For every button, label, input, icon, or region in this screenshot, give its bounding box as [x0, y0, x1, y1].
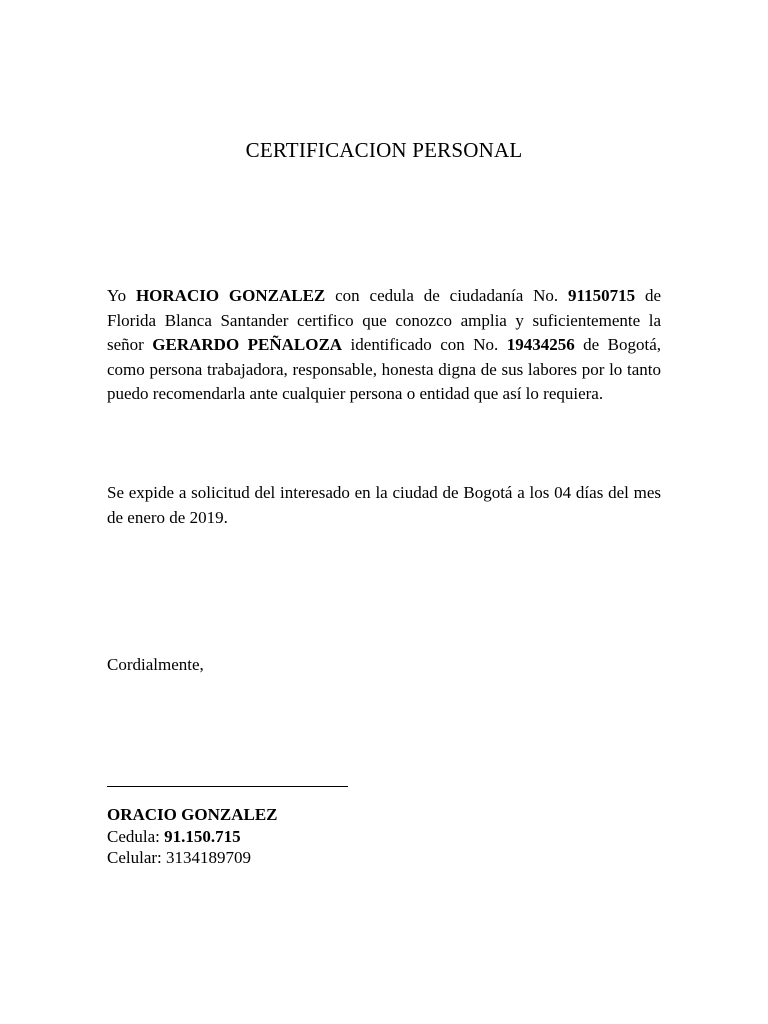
- cedula-value: 91.150.715: [164, 826, 241, 846]
- signature-block: [107, 804, 278, 869]
- certifier-name: HORACIO GONZALEZ: [135, 286, 326, 305]
- signer-cedula: [107, 826, 278, 848]
- signer-name: ORACIO GONZALEZ: [107, 805, 278, 824]
- signature-line: [107, 786, 348, 787]
- paragraph-text: de Bogotá, como persona trabajadora, responsable, honesta digna de sus labores por lo tanto puedo recomendarla ante cualquier persona o entidad que así lo requiera.: [107, 335, 662, 404]
- certified-person-id-number: 19434256: [506, 335, 575, 355]
- issuance-paragraph: Se expide a solicitud del interesado en la ciudad de Bogotá a los 04 días del mes de enero de 2019.: [107, 483, 661, 527]
- closing-salutation: Cordialmente,: [107, 655, 204, 674]
- paragraph-text: con cedula de ciudadanía No.: [325, 286, 569, 305]
- certification-paragraph: [107, 284, 661, 407]
- certifier-id-number: 91150715: [568, 286, 636, 305]
- signer-celular: [107, 847, 278, 869]
- celular-label: Celular:: [107, 848, 167, 867]
- cedula-label: Cedula:: [107, 826, 165, 846]
- paragraph-text: identificado con No.: [342, 335, 507, 355]
- paragraph-text: Yo: [107, 286, 136, 305]
- paragraph-text: de Florida Blanca Santander certifico que conozco amplia y suficientemente la señor: [107, 286, 662, 355]
- celular-value: 3134189709: [166, 848, 252, 867]
- document-title: CERTIFICACION PERSONAL: [245, 138, 523, 162]
- certified-person-name: GERARDO PEÑALOZA: [152, 335, 343, 355]
